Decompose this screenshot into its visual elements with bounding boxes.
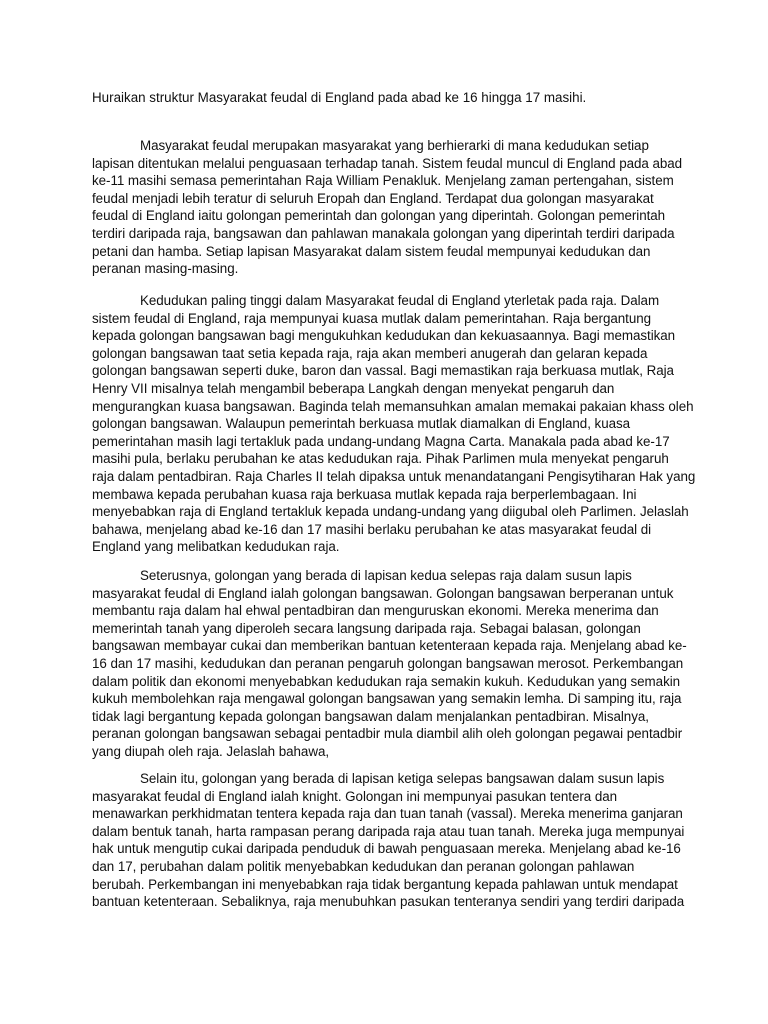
text-line: lapisan ditentukan melalui penguasaan terhadap tanah. Sistem feudal muncul di England pada abad [92,155,683,171]
text-line: sistem feudal di England, raja mempunyai kuasa mutlak dalam pemerintahan. Raja bergantung [92,310,652,326]
text-line: petani dan hamba. Setiap lapisan Masyarakat dalam sistem feudal mempunyai kedudukan dan [92,243,651,259]
text-line: memerintah tanah yang diperoleh secara langsung daripada raja. Sebagai balasan, golongan [92,620,641,636]
text-line: dalam bentuk tanah, harta rampasan perang daripada raja atau tuan tanah. Mereka juga mempunyai [92,823,685,839]
text-line: tidak lagi bergantung kepada golongan bangsawan dalam menjalankan pentadbiran. Misalnya, [92,708,649,724]
text-line: 16 dan 17 masihi, kedudukan dan peranan pengaruh golongan bangsawan merosot. Perkembangan [92,655,684,671]
text-line: membantu raja dalam hal ehwal pentadbiran dan menguruskan ekonomi. Mereka menerima dan [92,603,659,619]
text-line: membawa kepada perubahan kuasa raja berkuasa mutlak kepada raja berperlembagaan. Ini [92,486,637,502]
text-line: dan 17, perubahan dalam politik menyebabkan kedudukan dan peranan golongan pahlawan [92,858,635,874]
text-line: menyebabkan raja di England tertakluk kepada undang-undang yang diigubal oleh Parlimen. Jelaslah [92,504,689,520]
paragraph-raja [92,292,696,556]
text-line: masyarakat feudal di England ialah knight. Golongan ini mempunyai pasukan tentera dan [92,788,618,804]
text-line: berubah. Perkembangan ini menyebabkan raja tidak bergantung kepada pahlawan untuk mendapat [92,876,678,892]
text-line: feudal menjadi lebih teratur di seluruh Eropah dan England. Terdapat dua golongan masyarakat [92,190,654,206]
text-line: Henry VII misalnya telah mengambil beberapa Langkah dengan menyekat pengaruh dan [92,380,615,396]
text-line: golongan bangsawan seperti duke, baron dan vassal. Bagi memastikan raja berkuasa mutlak, Raja [92,363,674,379]
text-line: Selain itu, golongan yang berada di lapisan ketiga selepas bangsawan dalam susun lapis [140,771,665,786]
question-heading: Huraikan struktur Masyarakat feudal di England pada abad ke 16 hingga 17 masihi. [92,90,587,105]
text-line: bantuan ketenteraan. Sebaliknya, raja menubuhkan pasukan tenteranya sendiri yang terdiri daripada [92,894,685,910]
text-line: Masyarakat feudal merupakan masyarakat yang berhierarki di mana kedudukan setiap [140,138,649,153]
paragraph-intro [92,137,692,278]
paragraph-bangsawan [92,567,692,761]
text-line: feudal di England iaitu golongan pemerintah dan golongan yang diperintah. Golongan pemerintah [92,208,666,224]
text-line: kepada golongan bangsawan bagi mengukuhkan kedudukan dan kekuasaannya. Bagi memastikan [92,328,676,344]
text-line: Seterusnya, golongan yang berada di lapisan kedua selepas raja dalam susun lapis [140,568,632,583]
text-line: peranan golongan bangsawan sebagai pentadbir mula diambil alih oleh golongan pegawai pentadbir [92,726,683,742]
text-line: Kedudukan paling tinggi dalam Masyarakat feudal di England yterletak pada raja. Dalam [140,293,660,308]
text-line: menawarkan perkhidmatan tentera kepada raja dan tuan tanah (vassal). Mereka menerima ganjaran [92,806,683,822]
paragraph-knight [92,770,692,911]
text-line: raja dalam pentadbiran. Raja Charles II telah dipaksa untuk menandatangani Pengisytiharan Hak yang [92,468,696,484]
text-line: dalam politik dan ekonomi menyebabkan kedudukan raja semakin kukuh. Kedudukan yang semakin [92,673,681,689]
text-line: England yang melibatkan kedudukan raja. [92,539,340,555]
text-line: golongan bangsawan taat setia kepada raja, raja akan memberi anugerah dan gelaran kepada [92,345,648,361]
text-line: golongan bangsawan. Walaupun pemerintah berkuasa mutlak diamalkan di England, kuasa [92,416,631,432]
text-line: bahawa, menjelang abad ke-16 dan 17 masihi berlaku perubahan ke atas masyarakat feudal di [92,521,652,537]
text-line: masihi pula, berlaku perubahan ke atas kedudukan raja. Pihak Parlimen mula menyekat pengaruh [92,451,669,467]
text-line: bangsawan membayar cukai dan memberikan bantuan ketenteraan kepada raja. Menjelang abad ke- [92,638,687,654]
text-line: masyarakat feudal di England ialah golongan bangsawan. Golongan bangsawan berperanan untuk [92,585,674,601]
text-line: terdiri daripada raja, bangsawan dan pahlawan manakala golongan yang diperintah terdiri daripada [92,225,675,241]
text-line: kukuh membolehkan raja mengawal golongan bangsawan yang semakin lemha. Di samping itu, raja [92,691,682,707]
text-line: mengurangkan kuasa bangsawan. Baginda telah memansuhkan amalan memakai pakaian khass oleh [92,398,694,414]
text-line: hak untuk mengutip cukai daripada penduduk di bawah penguasaan mereka. Menjelang abad ke-16 [92,841,681,857]
text-line: yang diupah oleh raja. Jelaslah bahawa, [92,743,330,759]
text-line: peranan masing-masing. [92,261,239,277]
text-line: pemerintahan masih lagi tertakluk pada undang-undang Magna Carta. Manakala pada abad ke-17 [92,433,670,449]
text-line: ke-11 masihi semasa pemerintahan Raja William Penakluk. Menjelang zaman pertengahan, sistem [92,173,674,189]
